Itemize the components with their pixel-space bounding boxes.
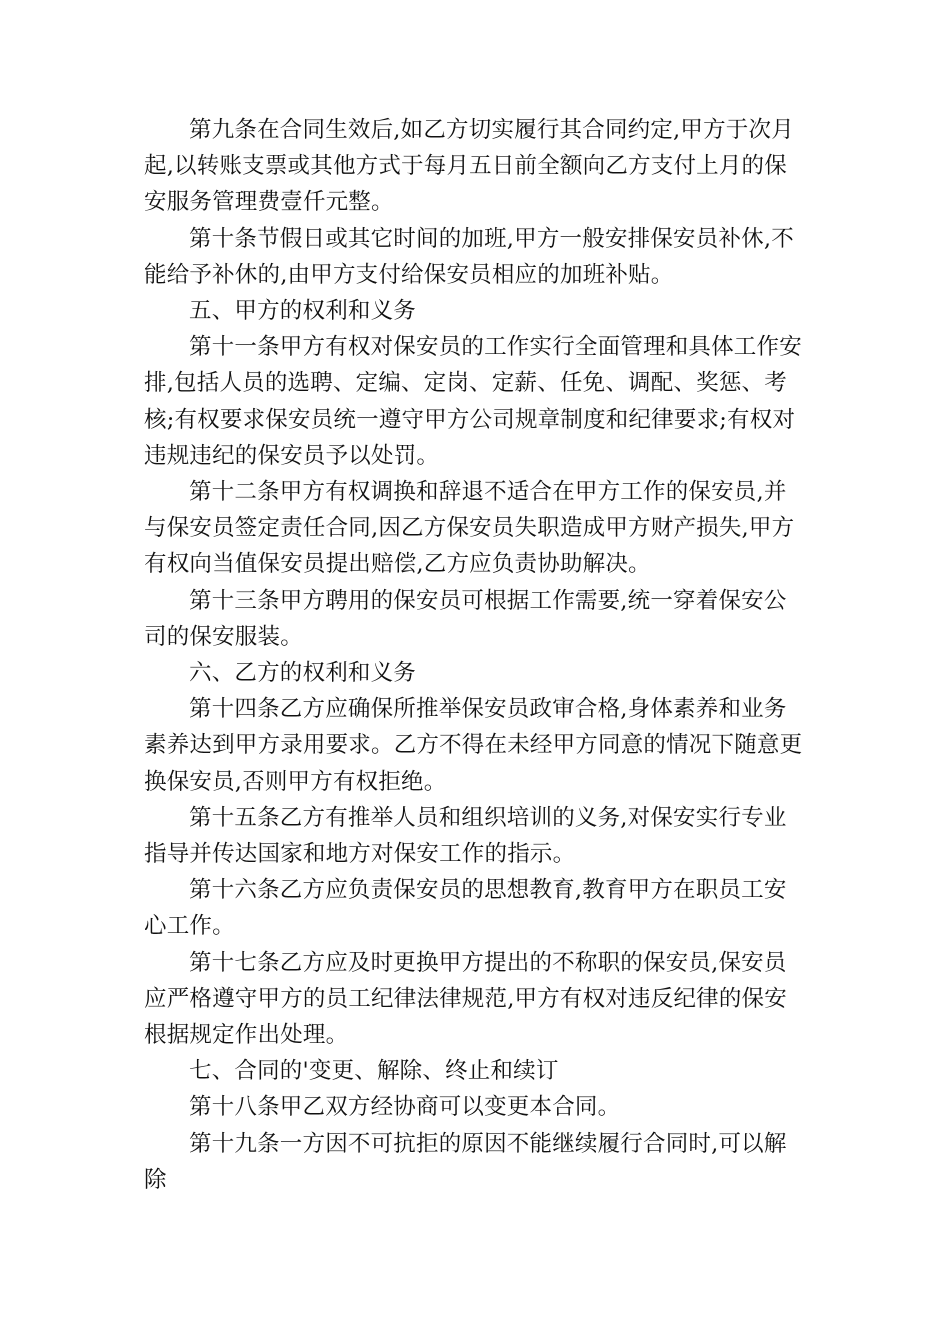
paragraph-article-13: 第十三条甲方聘用的保安员可根据工作需要,统一穿着保安公司的保安服装。 — [144, 587, 787, 650]
paragraph-article-19: 第十九条一方因不可抗拒的原因不能继续履行合同时,可以解除 — [144, 1130, 787, 1193]
section-heading-contract-changes: 七、合同的'变更、解除、终止和续订 — [189, 1058, 559, 1085]
section-heading-party-b-rights: 六、乙方的权利和义务 — [189, 660, 417, 687]
paragraph-article-17: 第十七条乙方应及时更换甲方提出的不称职的保安员,保安员应严格遵守甲方的员工纪律法律规范,甲方有权对违反纪律的保安根据规定作出处理。 — [144, 949, 787, 1049]
paragraph-article-12: 第十二条甲方有权调换和辞退不适合在甲方工作的保安员,并与保安员签定责任合同,因乙方保安员失职造成甲方财产损失,甲方有权向当值保安员提出赔偿,乙方应负责协助解决。 — [144, 479, 795, 578]
document-body — [144, 112, 808, 1198]
section-heading-party-a-rights: 五、甲方的权利和义务 — [189, 298, 417, 325]
paragraph-article-10: 第十条节假日或其它时间的加班,甲方一般安排保安员补休,不能给予补休的,由甲方支付给保安员相应的加班补贴。 — [144, 225, 794, 288]
paragraph-article-9: 第九条在合同生效后,如乙方切实履行其合同约定,甲方于次月起,以转账支票或其他方式于每月五日前全额向乙方支付上月的保安服务管理费壹仟元整。 — [144, 117, 794, 216]
paragraph-article-18: 第十八条甲乙双方经协商可以变更本合同。 — [189, 1094, 621, 1121]
paragraph-article-11: 第十一条甲方有权对保安员的工作实行全面管理和具体工作安排,包括人员的选聘、定编、定岗、定薪、任免、调配、奖惩、考核;有权要求保安员统一遵守甲方公司规章制度和纪律要求;有权对违规违纪的保安员予以处罚。 — [144, 334, 802, 469]
paragraph-article-15: 第十五条乙方有推举人员和组织培训的义务,对保安实行专业指导并传达国家和地方对保安工作的指示。 — [144, 804, 787, 868]
paragraph-article-14: 第十四条乙方应确保所推举保安员政审合格,身体素养和业务素养达到甲方录用要求。乙方不得在未经甲方同意的情况下随意更换保安员,否则甲方有权拒绝。 — [144, 696, 803, 795]
paragraph-article-16: 第十六条乙方应负责保安员的思想教育,教育甲方在职员工安心工作。 — [144, 877, 787, 940]
